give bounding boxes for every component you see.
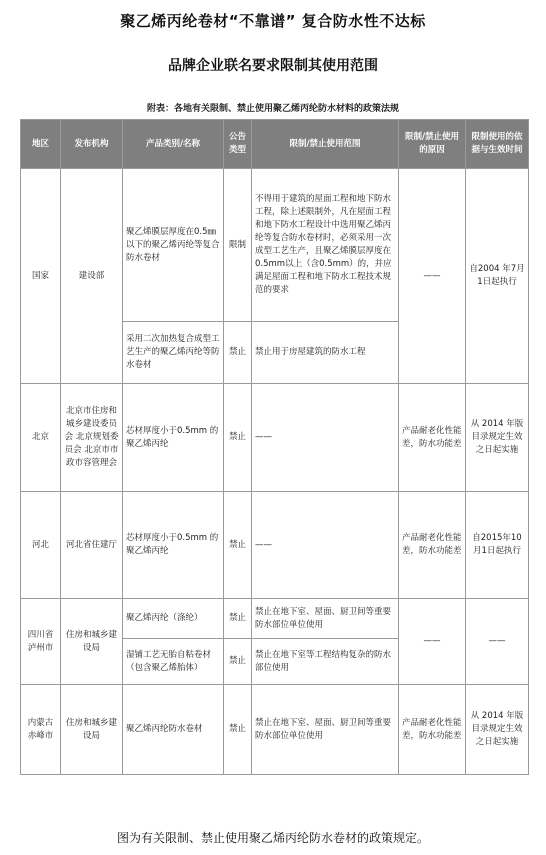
table-row: [21, 599, 529, 639]
agency-cell: 住房和城乡建设局: [61, 599, 123, 685]
header-agency: 发布机构: [61, 120, 123, 169]
region-cell: 河北: [21, 492, 61, 599]
header-region: 地区: [21, 120, 61, 169]
product-cell: 芯材厚度小于0.5mm 的聚乙烯丙纶: [123, 492, 224, 599]
headline: 聚乙烯丙纶卷材“不靠谱” 复合防水性不达标: [120, 12, 426, 30]
header-basis: 限制使用的依据与生效时间: [466, 120, 529, 169]
table-row: [21, 384, 529, 492]
header-product: 产品类别/名称: [123, 120, 224, 169]
figure-caption: 图为有关限制、禁止使用聚乙烯丙纶防水卷材的政策规定。: [116, 831, 429, 845]
type-cell: 限制: [224, 169, 252, 322]
type-cell: 禁止: [224, 492, 252, 599]
basis-cell: 自2004 年7月 1日起执行: [466, 169, 529, 384]
policy-table: [20, 119, 529, 775]
scope-cell: 不得用于建筑的屋面工程和地下防水工程，除上述限制外，凡在屋面工程和地下防水工程设计中选用聚乙烯丙纶等复合防水卷材时，必须采用一次成型工艺生产，且聚乙烯膜层厚度在0.5mm以上（含0.5mm）的，并应满足屋面工程和地下防水工程技术规范的要求: [252, 169, 399, 322]
scope-cell: 禁止在地下室、屋面、厨卫间等重要防水部位单位使用: [252, 599, 399, 639]
type-cell: 禁止: [224, 685, 252, 775]
product-cell: 聚乙烯膜层厚度在0.5㎜以下的聚乙烯丙纶等复合防水卷材: [123, 169, 224, 322]
header-reason: 限制/禁止使用的原因: [399, 120, 466, 169]
product-cell: 聚乙烯丙纶防水卷材: [123, 685, 224, 775]
agency-cell: 建设部: [61, 169, 123, 384]
table-header-row: [21, 120, 529, 169]
table-row: [21, 685, 529, 775]
reason-cell: 产品耐老化性能差，防水功能差: [399, 492, 466, 599]
type-cell: 禁止: [224, 599, 252, 639]
header-scope: 限制/禁止使用范围: [252, 120, 399, 169]
reason-cell: 产品耐老化性能差，防水功能差: [399, 685, 466, 775]
product-cell: 采用二次加热复合成型工艺生产的聚乙烯丙纶等防水卷材: [123, 322, 224, 384]
region-cell: 北京: [21, 384, 61, 492]
reason-cell: 产品耐老化性能差，防水功能差: [399, 384, 466, 492]
reason-cell: ——: [399, 599, 466, 685]
scope-cell: 禁止在地下室、屋面、厨卫间等重要防水部位单位使用: [252, 685, 399, 775]
table-row: [21, 492, 529, 599]
basis-cell: 从 2014 年版目录规定生效之日起实施: [466, 685, 529, 775]
region-cell: 国家: [21, 169, 61, 384]
basis-cell: 从 2014 年版目录规定生效之日起实施: [466, 384, 529, 492]
type-cell: 禁止: [224, 384, 252, 492]
region-cell: 内蒙古赤峰市: [21, 685, 61, 775]
basis-cell: 自2015年10月1日起执行: [466, 492, 529, 599]
basis-cell: ——: [466, 599, 529, 685]
agency-cell: 河北省住建厅: [61, 492, 123, 599]
product-cell: 芯材厚度小于0.5mm 的聚乙烯丙纶: [123, 384, 224, 492]
scope-cell: 禁止在地下室等工程结构复杂的防水部位使用: [252, 639, 399, 685]
product-cell: 湿铺工艺无胎自粘卷材（包含聚乙烯胎体）: [123, 639, 224, 685]
region-cell: 四川省泸州市: [21, 599, 61, 685]
reason-cell: ——: [399, 169, 466, 384]
product-cell: 聚乙烯丙纶（涤纶）: [123, 599, 224, 639]
table-note: 附表：各地有关限制、禁止使用聚乙烯丙纶防水材料的政策法规: [146, 104, 399, 114]
agency-cell: 住房和城乡建设局: [61, 685, 123, 775]
agency-cell: 北京市住房和城乡建设委员会 北京规划委员会 北京市市政市容管理会: [61, 384, 123, 492]
table-row: [21, 169, 529, 322]
scope-cell: ——: [252, 384, 399, 492]
type-cell: 禁止: [224, 322, 252, 384]
header-type: 公告类型: [224, 120, 252, 169]
scope-cell: ——: [252, 492, 399, 599]
type-cell: 禁止: [224, 639, 252, 685]
sub-headline: 品牌企业联名要求限制其使用范围: [168, 58, 378, 74]
scope-cell: 禁止用于房屋建筑的防水工程: [252, 322, 399, 384]
